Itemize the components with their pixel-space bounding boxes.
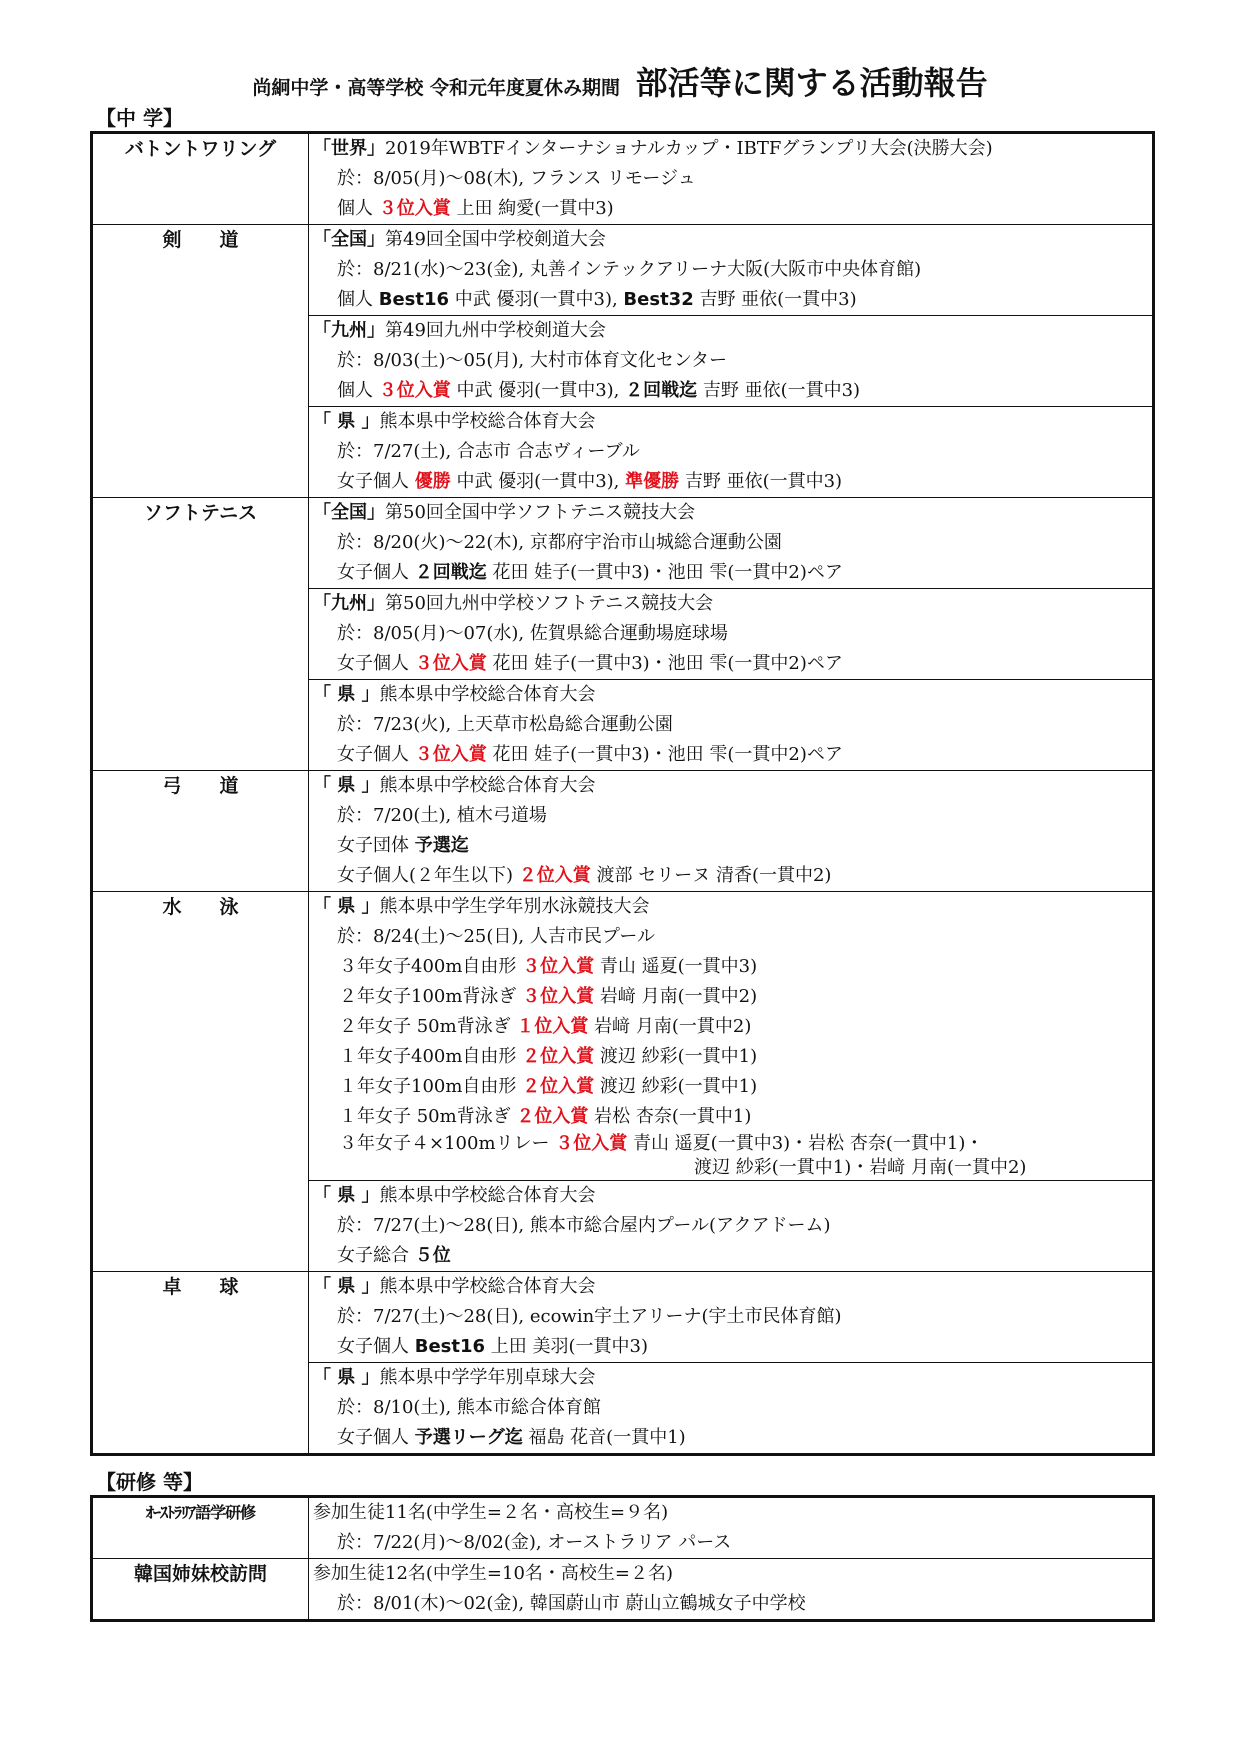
event-block — [309, 679, 1152, 770]
result-category: 女子個人 — [337, 471, 415, 492]
event-level-tag: 「 県 」 — [313, 1367, 380, 1388]
award-text: ２位入賞 — [522, 1076, 595, 1097]
event-block — [309, 1272, 1152, 1362]
award-text: １位入賞 — [516, 1016, 589, 1037]
page-subtitle: 尚絅中学・高等学校 令和元年度夏休み期間 — [252, 77, 621, 99]
club-row-swimming — [93, 891, 1152, 1271]
club-row-baton — [93, 134, 1152, 224]
event-title: 第50回全国中学ソフトテニス競技大会 — [385, 502, 696, 523]
event-venue: 於：8/03(土)～05(月), 大村市体育文化センター — [337, 350, 728, 371]
award-text: ３位入賞 — [414, 653, 487, 674]
event-level-tag: 「全国」 — [313, 502, 385, 523]
event-level-tag: 「世界」 — [313, 138, 385, 159]
result-rank: 予選リーグ迄 — [414, 1427, 523, 1448]
award-text: ３位入賞 — [414, 744, 487, 765]
training-table — [90, 1495, 1155, 1622]
event-venue: 於：7/27(土)～28(日), ecowin宇土アリーナ(宇土市民体育館) — [337, 1306, 842, 1327]
event-block — [309, 498, 1152, 588]
result-category: ３年女子４×100mリレー — [339, 1133, 556, 1154]
result-names: 花田 娃子(一貫中3)・池田 雫(一貫中2)ペア — [486, 562, 843, 583]
event-block — [309, 588, 1152, 679]
event-title: 熊本県中学校総合体育大会 — [379, 1185, 596, 1206]
event-title: 2019年WBTFインターナショナルカップ・IBTFグランプリ大会(決勝大会) — [385, 138, 993, 159]
event-venue: 於：7/23(火), 上天草市松島総合運動公園 — [337, 714, 673, 735]
result-category: １年女子400m自由形 — [339, 1046, 523, 1067]
result-category: ２年女子100m背泳ぎ — [339, 986, 523, 1007]
result-category: 女子個人 — [337, 1336, 415, 1357]
event-venue: 於：7/27(土), 合志市 合志ヴィーブル — [337, 441, 640, 462]
result-names: 吉野 亜依(一貫中3) — [697, 380, 861, 401]
event-level-tag: 「 県 」 — [313, 1276, 380, 1297]
award-text: 優勝 — [414, 471, 451, 492]
result-category: １年女子 50m背泳ぎ — [339, 1106, 517, 1127]
award-text: 準優勝 — [625, 471, 680, 492]
event-title: 第49回九州中学校剣道大会 — [385, 320, 606, 341]
club-row-soft-tennis — [93, 497, 1152, 770]
result-names: 岩﨑 月南(一貫中2) — [594, 986, 758, 1007]
event-level-tag: 「九州」 — [313, 320, 385, 341]
result-names: 青山 遥夏(一貫中3) — [594, 956, 758, 977]
club-name-soft-tennis: ソフトテニス — [93, 498, 309, 770]
club-name-kendo: 剣 道 — [93, 225, 309, 497]
award-text: ２位入賞 — [522, 1046, 595, 1067]
result-names: 上田 絢愛(一貫中3) — [450, 198, 614, 219]
training-row-australia — [93, 1498, 1152, 1558]
event-level-tag: 「 県 」 — [313, 896, 380, 917]
award-text: ３位入賞 — [555, 1133, 628, 1154]
result-names: 渡辺 紗彩(一貫中1) — [594, 1076, 758, 1097]
result-names: 中武 優羽(一貫中3), — [449, 289, 624, 310]
event-level-tag: 「 県 」 — [313, 411, 380, 432]
result-category: 女子総合 — [337, 1245, 415, 1266]
training-name-australia: ｵｰｽﾄﾗﾘｱ語学研修 — [93, 1498, 309, 1558]
event-venue: 於：7/27(土)～28(日), 熊本市総合屋内プール(アクアドーム) — [337, 1215, 831, 1236]
result-category: １年女子100m自由形 — [339, 1076, 523, 1097]
training-participants: 参加生徒12名(中学生=10名・高校生=２名) — [313, 1563, 674, 1584]
page-main-title: 部活等に関する活動報告 — [635, 64, 988, 102]
result-category: 女子個人(２年生以下) — [337, 865, 519, 886]
result-category: ２年女子 50m背泳ぎ — [339, 1016, 517, 1037]
result-rank: ２回戦迄 — [414, 562, 487, 583]
result-names: 花田 娃子(一貫中3)・池田 雫(一貫中2)ペア — [486, 653, 843, 674]
result-rank: Best16 — [414, 1336, 486, 1357]
event-title: 第49回全国中学校剣道大会 — [385, 229, 606, 250]
result-names: 吉野 亜依(一貫中3) — [679, 471, 843, 492]
club-row-kyudo — [93, 770, 1152, 891]
event-venue: 於：8/05(月)～07(水), 佐賀県総合運動場庭球場 — [337, 623, 728, 644]
event-level-tag: 「 県 」 — [313, 775, 380, 796]
club-name-table-tennis: 卓 球 — [93, 1272, 309, 1453]
club-row-table-tennis — [93, 1271, 1152, 1453]
award-text: ２位入賞 — [518, 865, 591, 886]
result-category: 個人 — [337, 289, 379, 310]
result-names: 吉野 亜依(一貫中3) — [693, 289, 857, 310]
event-block — [309, 134, 1152, 224]
training-participants: 参加生徒11名(中学生=２名・高校生=９名) — [313, 1502, 669, 1523]
event-level-tag: 「全国」 — [313, 229, 385, 250]
event-block — [309, 1362, 1152, 1453]
club-name-baton: バトントワリング — [93, 134, 309, 224]
middle-school-table — [90, 131, 1155, 1456]
training-name-korea: 韓国姉妹校訪問 — [93, 1559, 309, 1619]
event-level-tag: 「 県 」 — [313, 1185, 380, 1206]
result-names: 渡辺 紗彩(一貫中1) — [594, 1046, 758, 1067]
result-names: 岩松 杏奈(一貫中1) — [588, 1106, 752, 1127]
event-block — [309, 892, 1152, 1180]
club-name-kyudo: 弓 道 — [93, 771, 309, 891]
section-label-middle: 【中 学】 — [96, 106, 183, 130]
event-block — [309, 1180, 1152, 1271]
result-names: 中武 優羽(一貫中3), — [450, 380, 626, 401]
club-name-swimming: 水 泳 — [93, 892, 309, 1271]
page-title — [0, 58, 1240, 104]
result-rank: ２回戦迄 — [625, 380, 698, 401]
result-names: 花田 娃子(一貫中3)・池田 雫(一貫中2)ペア — [486, 744, 843, 765]
result-rank: Best32 — [623, 289, 694, 310]
result-rank: ５位 — [414, 1245, 451, 1266]
event-venue: 於：8/10(土), 熊本市総合体育館 — [337, 1397, 601, 1418]
event-block — [309, 406, 1152, 497]
award-text: ３位入賞 — [378, 380, 451, 401]
section-label-training: 【研修 等】 — [96, 1470, 203, 1494]
result-names: 上田 美羽(一貫中3) — [485, 1336, 648, 1357]
result-category: 女子団体 — [337, 835, 415, 856]
result-category: 女子個人 — [337, 653, 415, 674]
award-text: ３位入賞 — [522, 986, 595, 1007]
event-title: 第50回九州中学校ソフトテニス競技大会 — [385, 593, 714, 614]
award-text: ２位入賞 — [516, 1106, 589, 1127]
result-category: 個人 — [337, 380, 379, 401]
event-title: 熊本県中学学年別卓球大会 — [379, 1367, 596, 1388]
award-text: ３位入賞 — [522, 956, 595, 977]
event-block — [309, 315, 1152, 406]
result-category: 女子個人 — [337, 562, 415, 583]
result-category: ３年女子400m自由形 — [339, 956, 523, 977]
event-venue: 於：8/21(水)～23(金), 丸善インテックアリーナ大阪(大阪市中央体育館) — [337, 259, 922, 280]
result-category: 女子個人 — [337, 744, 415, 765]
training-venue: 於：8/01(木)～02(金), 韓国蔚山市 蔚山立鶴城女子中学校 — [337, 1593, 806, 1614]
award-text: ３位入賞 — [378, 198, 451, 219]
result-rank: 予選迄 — [414, 835, 469, 856]
event-level-tag: 「 県 」 — [313, 684, 380, 705]
event-title: 熊本県中学生学年別水泳競技大会 — [379, 896, 650, 917]
relay-names-continued: 渡辺 紗彩(一貫中1)・岩﨑 月南(一貫中2) — [694, 1157, 1027, 1178]
event-venue: 於：8/05(月)～08(木), フランス リモージュ — [337, 168, 696, 189]
event-title: 熊本県中学校総合体育大会 — [379, 684, 596, 705]
result-names: 福島 花音(一貫中1) — [522, 1427, 686, 1448]
training-venue: 於：7/22(月)～8/02(金), オーストラリア パース — [337, 1532, 732, 1553]
result-names: 青山 遥夏(一貫中3)・岩松 杏奈(一貫中1)・ — [627, 1133, 984, 1154]
result-names: 渡部 セリーヌ 清香(一貫中2) — [590, 865, 832, 886]
event-venue: 於：7/20(土), 植木弓道場 — [337, 805, 547, 826]
event-title: 熊本県中学校総合体育大会 — [379, 411, 596, 432]
training-row-korea — [93, 1558, 1152, 1619]
event-title: 熊本県中学校総合体育大会 — [379, 1276, 596, 1297]
event-block — [309, 771, 1152, 891]
result-names: 中武 優羽(一貫中3), — [450, 471, 626, 492]
event-title: 熊本県中学校総合体育大会 — [379, 775, 596, 796]
result-rank: Best16 — [378, 289, 450, 310]
event-venue: 於：8/24(土)～25(日), 人吉市民プール — [337, 926, 655, 947]
result-names: 岩﨑 月南(一貫中2) — [588, 1016, 752, 1037]
result-category: 女子個人 — [337, 1427, 415, 1448]
event-block — [309, 225, 1152, 315]
event-venue: 於：8/20(火)～22(木), 京都府宇治市山城総合運動公園 — [337, 532, 782, 553]
club-row-kendo — [93, 224, 1152, 497]
event-level-tag: 「九州」 — [313, 593, 385, 614]
result-category: 個人 — [337, 198, 379, 219]
